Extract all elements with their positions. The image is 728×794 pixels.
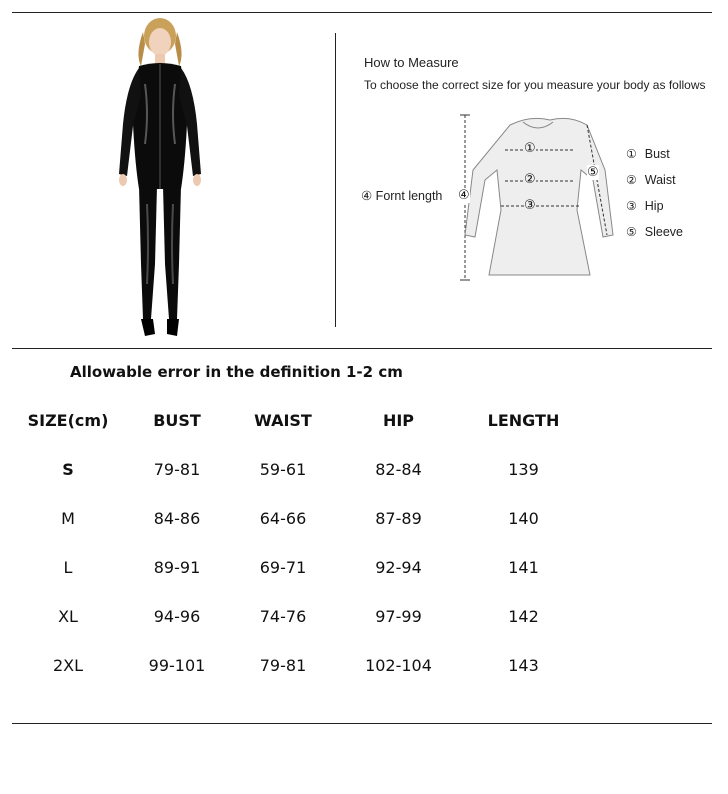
- legend-label: Waist: [644, 173, 676, 187]
- legend-item-hip: [626, 193, 683, 219]
- measurement-legend: [626, 141, 683, 245]
- middle-divider: [12, 348, 712, 349]
- size-cell: S: [62, 460, 74, 479]
- header-waist: WAIST: [254, 411, 312, 430]
- bottom-divider: [12, 723, 712, 724]
- legend-label: Sleeve: [644, 225, 683, 239]
- table-header-row: [12, 396, 592, 445]
- length-cell: 140: [508, 509, 539, 528]
- hip-cell: 97-99: [375, 607, 422, 626]
- legend-label: Bust: [644, 147, 670, 161]
- hip-cell: 87-89: [375, 509, 422, 528]
- bust-cell: 99-101: [148, 656, 206, 675]
- waist-cell: 59-61: [259, 460, 307, 479]
- front-length-marker: ④: [458, 188, 470, 203]
- table-row: [12, 494, 592, 543]
- length-cell: 139: [508, 460, 539, 479]
- top-divider: [12, 12, 712, 13]
- size-cell: XL: [58, 607, 78, 626]
- legend-number: ⑤: [626, 225, 637, 239]
- size-cell: 2XL: [52, 656, 84, 675]
- size-chart-table: [12, 396, 592, 690]
- length-cell: 143: [508, 656, 539, 675]
- how-to-measure-title: How to Measure: [364, 55, 459, 70]
- bust-cell: 79-81: [153, 460, 201, 479]
- waist-cell: 69-71: [259, 558, 307, 577]
- waist-marker: ②: [524, 172, 536, 187]
- table-row: [12, 445, 592, 494]
- hip-cell: 82-84: [375, 460, 422, 479]
- legend-number: ②: [626, 173, 637, 187]
- header-length: LENGTH: [487, 411, 560, 430]
- product-model-image: [105, 14, 215, 344]
- hip-cell: 92-94: [375, 558, 422, 577]
- waist-cell: 64-66: [259, 509, 307, 528]
- bust-cell: 94-96: [153, 607, 201, 626]
- allowable-error-note: Allowable error in the definition 1-2 cm: [70, 363, 403, 381]
- front-length-label: ④ Fornt length: [361, 189, 443, 203]
- legend-number: ③: [626, 199, 637, 213]
- header-size: SIZE(cm): [27, 411, 109, 430]
- size-cell: M: [61, 509, 75, 528]
- bust-marker: ①: [524, 141, 536, 156]
- table-row: [12, 543, 592, 592]
- sleeve-marker: ⑤: [587, 165, 599, 180]
- hip-marker: ③: [524, 198, 536, 213]
- legend-number: ①: [626, 147, 637, 161]
- legend-label: Hip: [644, 199, 664, 213]
- hip-cell: 102-104: [365, 656, 432, 675]
- how-to-measure-subtitle: To choose the correct size for you measure your body as follows: [364, 78, 706, 92]
- header-hip: HIP: [382, 411, 415, 430]
- length-cell: 141: [508, 558, 539, 577]
- length-cell: 142: [508, 607, 539, 626]
- vertical-divider: [335, 33, 336, 327]
- bust-cell: 89-91: [153, 558, 201, 577]
- size-cell: L: [63, 558, 73, 577]
- legend-item-bust: [626, 141, 683, 167]
- waist-cell: 79-81: [259, 656, 307, 675]
- bust-cell: 84-86: [153, 509, 201, 528]
- legend-item-sleeve: [626, 219, 683, 245]
- table-row: [12, 641, 592, 690]
- waist-cell: 74-76: [259, 607, 307, 626]
- header-bust: BUST: [153, 411, 201, 430]
- legend-item-waist: [626, 167, 683, 193]
- table-row: [12, 592, 592, 641]
